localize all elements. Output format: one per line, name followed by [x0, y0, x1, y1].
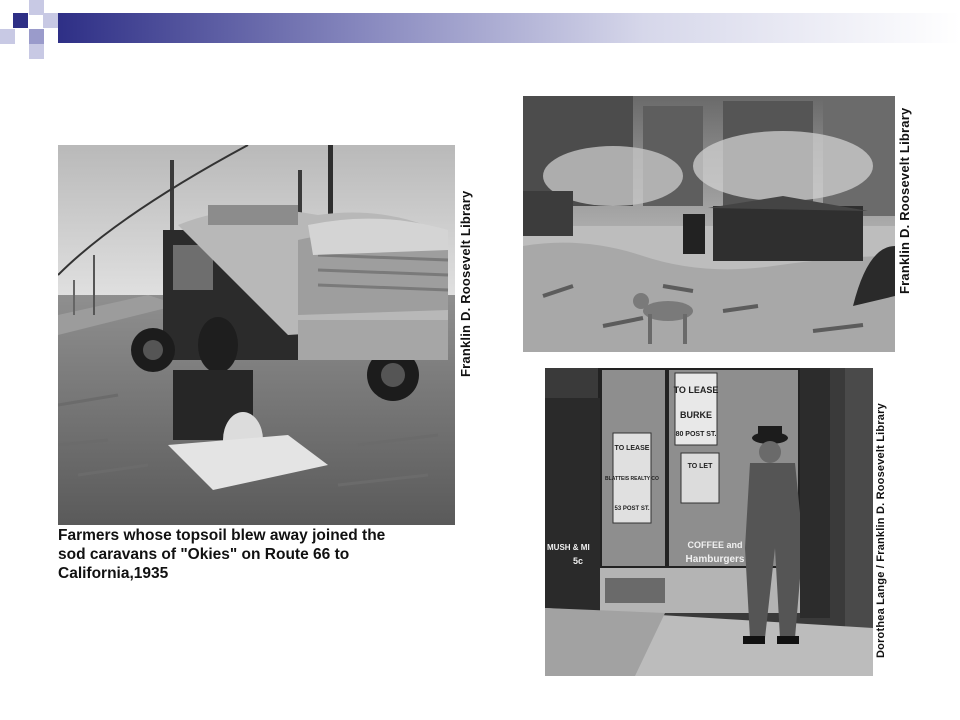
sign-to-lease-left: TO LEASE [614, 445, 650, 452]
route66-photo-credit: Franklin D. Roosevelt Library [458, 190, 473, 377]
header-square-dark [13, 13, 28, 28]
header-square-light [29, 0, 44, 15]
header-square-light [29, 44, 44, 59]
sign-hamburgers: Hamburgers [685, 554, 745, 565]
caption-line: sod caravans of "Okies" on Route 66 to [58, 546, 350, 563]
sign-to-let: TO LET [687, 463, 713, 470]
shantytown-photo [523, 96, 895, 352]
route66-caravan-photo [58, 145, 455, 525]
sign-post-st-left: 53 POST ST. [614, 506, 650, 512]
storefront-photo [545, 368, 873, 676]
sign-burke: BURKE [679, 410, 713, 420]
header-square-light [43, 13, 58, 28]
sign-realty: BLATTEIS REALTY CO [605, 476, 659, 482]
header-square-light [0, 29, 15, 44]
header-square-mid [29, 29, 44, 44]
header-gradient-bar [58, 13, 960, 43]
sign-to-lease-top: TO LEASE [673, 385, 719, 395]
sign-coffee: COFFEE and [687, 540, 743, 550]
sign-mush: MUSH & MI [547, 543, 590, 552]
shantytown-photo-credit: Franklin D. Roosevelt Library [897, 107, 912, 294]
sign-post-st-top: 80 POST ST. [675, 431, 717, 438]
sign-price: 5c [573, 556, 584, 566]
storefront-photo-credit: Dorothea Lange / Franklin D. Roosevelt Library [875, 403, 887, 658]
caption-line: California,1935 [58, 565, 169, 582]
route66-caption [58, 526, 458, 583]
caption-line: Farmers whose topsoil blew away joined the [58, 527, 386, 544]
